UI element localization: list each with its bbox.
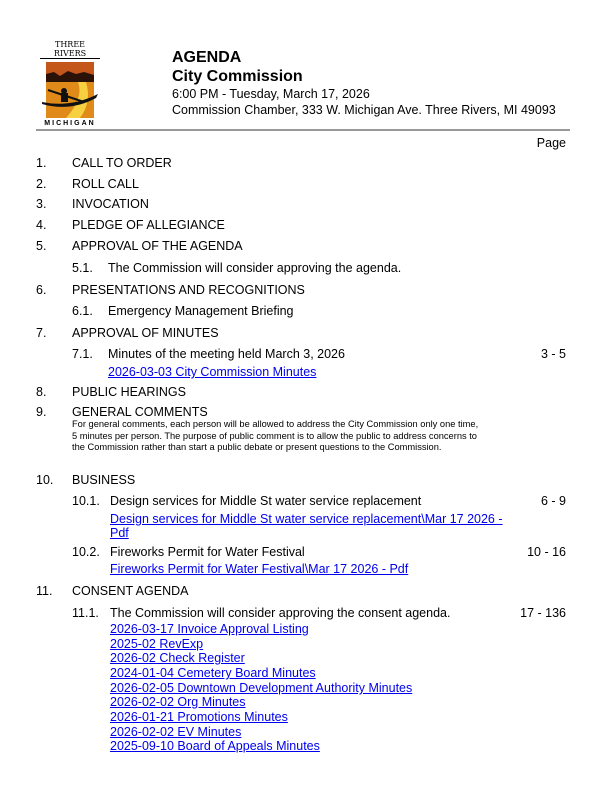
page-range: 6 - 9 [540, 494, 566, 508]
item-number: 6. [36, 283, 47, 297]
logo-bottom-text: MICHIGAN [44, 120, 96, 127]
three-rivers-logo [40, 40, 100, 127]
meeting-datetime: 6:00 PM - Tuesday, March 17, 2026 [172, 87, 370, 101]
item-number: 11. [36, 584, 53, 598]
subitem-title: Fireworks Permit for Water Festival [110, 545, 305, 559]
meeting-location: Commission Chamber, 333 W. Michigan Ave. Three Rivers, MI 49093 [172, 103, 556, 117]
item-number: 4. [36, 218, 47, 232]
attachment-link[interactable]: 2026-02 Check Register [110, 651, 245, 665]
subitem-number: 10.2. [72, 545, 100, 559]
logo-top-text: THREE RIVERS [40, 40, 100, 59]
item-title: PUBLIC HEARINGS [72, 385, 186, 399]
attachment-link[interactable]: Fireworks Permit for Water Festival\Mar 17 2026 - Pdf [110, 562, 409, 576]
kayak-icon [40, 62, 100, 120]
subitem-title: Minutes of the meeting held March 3, 2026 [108, 347, 345, 361]
item-number: 7. [36, 326, 47, 340]
attachment-link[interactable]: 2025-09-10 Board of Appeals Minutes [110, 739, 320, 753]
agenda-title: AGENDA [172, 49, 242, 66]
item-number: 3. [36, 197, 47, 211]
item-title: APPROVAL OF MINUTES [72, 326, 219, 340]
item-title: CONSENT AGENDA [72, 584, 189, 598]
item-title: CALL TO ORDER [72, 156, 172, 170]
item-title: INVOCATION [72, 197, 149, 211]
page-range: 17 - 136 [520, 606, 566, 620]
body-name: City Commission [172, 68, 303, 85]
subitem-number: 6.1. [72, 304, 93, 318]
item-title: ROLL CALL [72, 177, 139, 191]
item-number: 10. [36, 473, 54, 487]
general-comments-description: For general comments, each person will be allowed to address the City Commission only one time, 5 minutes per person. The purpose of public comment is to allow the public to address concerns to the Commission rather than start a public debate or present questions to the Commission. [72, 419, 479, 452]
attachment-link[interactable]: Design services for Middle St water service replacement\Mar 17 2026 - [110, 512, 503, 526]
attachment-link[interactable]: 2026-02-05 Downtown Development Authority Minutes [110, 681, 413, 695]
subitem-number: 5.1. [72, 261, 93, 275]
item-number: 1. [36, 156, 47, 170]
attachment-link[interactable]: 2026-03-17 Invoice Approval Listing [110, 622, 309, 636]
attachment-link[interactable]: 2025-02 RevExp [110, 637, 204, 651]
attachment-link[interactable]: 2026-02-02 EV Minutes [110, 725, 242, 739]
page-range: 3 - 5 [540, 347, 566, 361]
header-divider [36, 129, 570, 131]
item-number: 8. [36, 385, 47, 399]
subitem-title: The Commission will consider approving the agenda. [108, 261, 402, 275]
attachment-link[interactable]: 2026-03-03 City Commission Minutes [108, 365, 317, 379]
subitem-title: Design services for Middle St water service replacement [110, 494, 422, 508]
attachment-link[interactable]: 2026-02-02 Org Minutes [110, 695, 246, 709]
subitem-number: 11.1. [72, 606, 99, 620]
item-number: 5. [36, 239, 47, 253]
item-title: GENERAL COMMENTS [72, 405, 208, 419]
subitem-number: 10.1. [72, 494, 100, 508]
item-number: 9. [36, 405, 47, 419]
subitem-title: The Commission will consider approving the consent agenda. [110, 606, 451, 620]
item-number: 2. [36, 177, 47, 191]
page-range: 10 - 16 [527, 545, 566, 559]
subitem-title: Emergency Management Briefing [108, 304, 294, 318]
item-title: PRESENTATIONS AND RECOGNITIONS [72, 283, 305, 297]
item-title: APPROVAL OF THE AGENDA [72, 239, 243, 253]
attachment-link[interactable]: 2024-01-04 Cemetery Board Minutes [110, 666, 316, 680]
item-title: PLEDGE OF ALLEGIANCE [72, 218, 225, 232]
attachment-link[interactable]: 2026-01-21 Promotions Minutes [110, 710, 288, 724]
attachment-link[interactable]: Pdf [110, 526, 129, 540]
subitem-number: 7.1. [72, 347, 93, 361]
item-title: BUSINESS [72, 473, 136, 487]
page-column-header: Page [536, 136, 566, 150]
